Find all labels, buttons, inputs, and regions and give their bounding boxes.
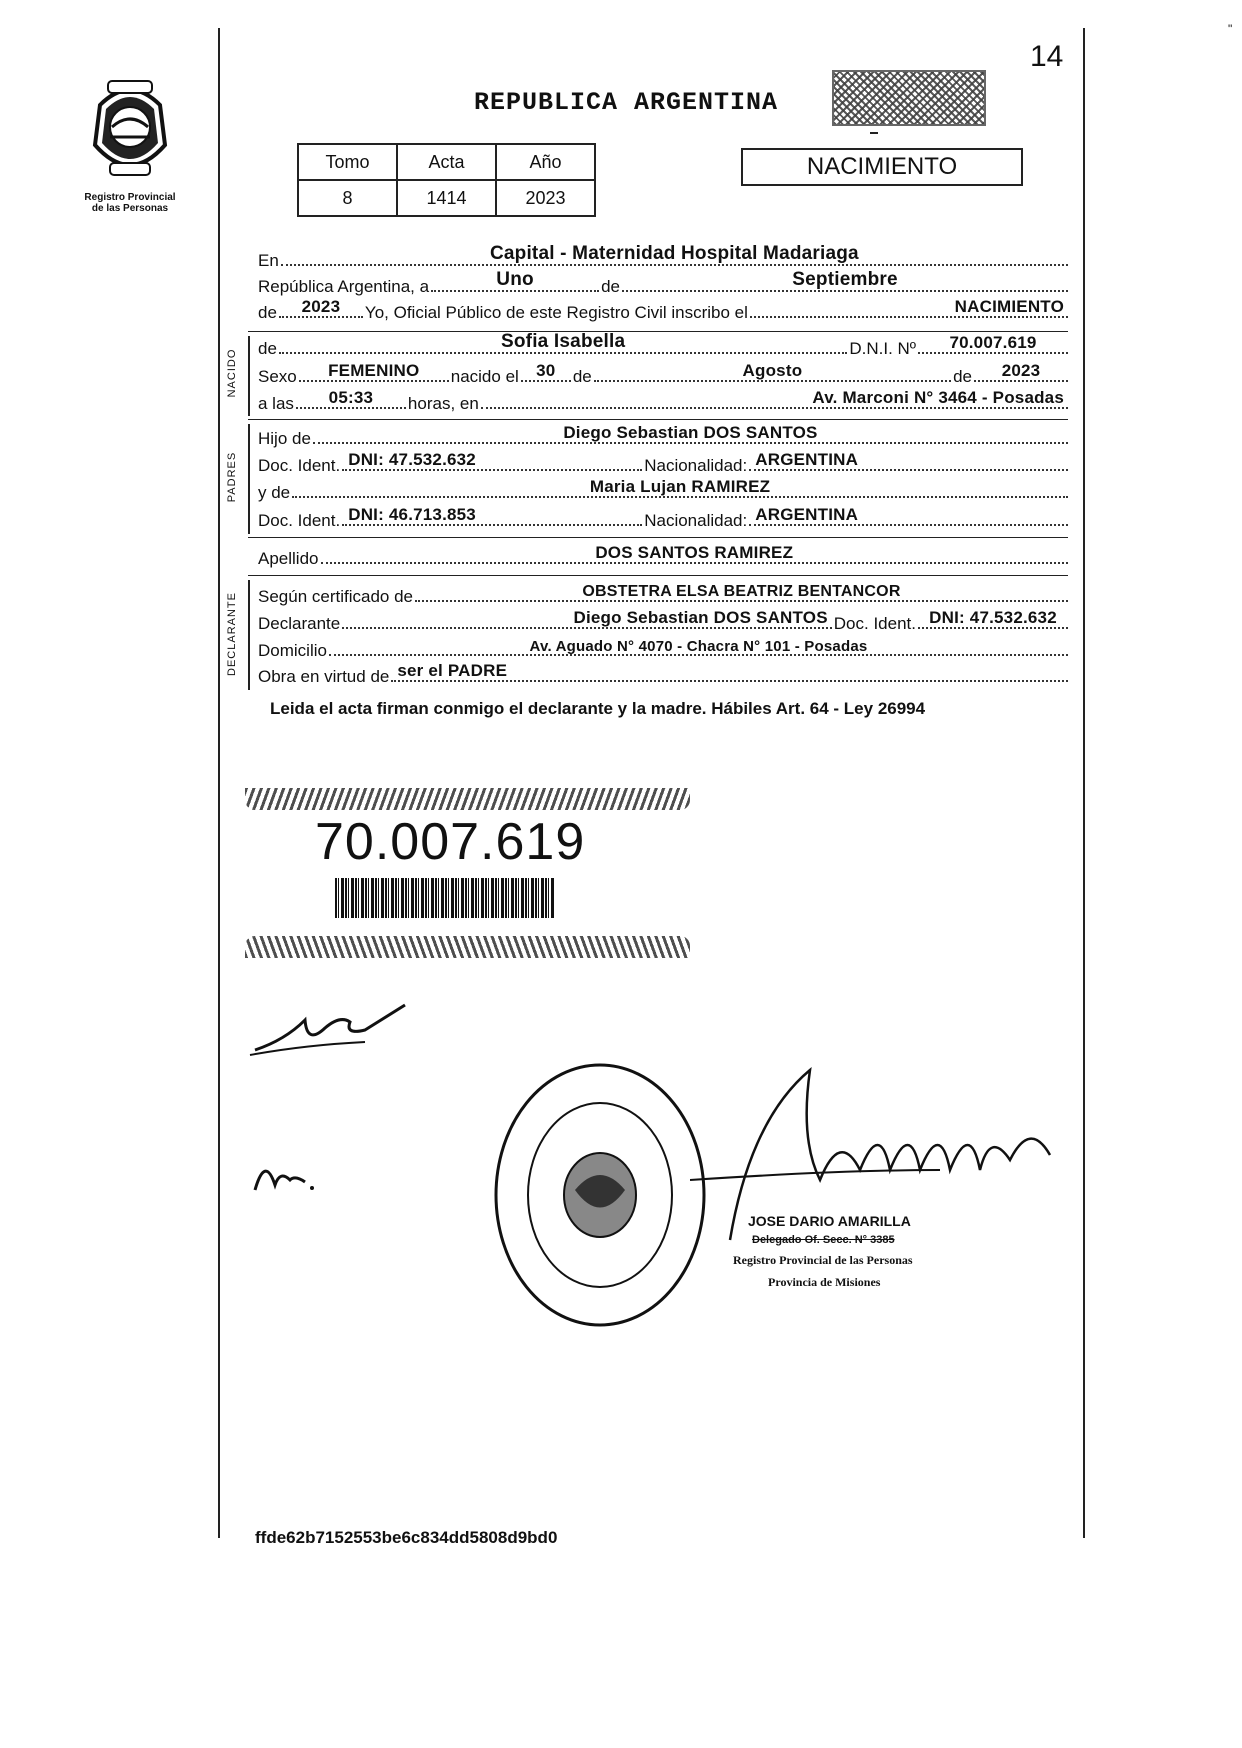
declarante-label: Declarante (258, 614, 341, 633)
row-officer (258, 298, 1070, 324)
officer-text: Yo, Oficial Público de este Registro Civil inscribo el (364, 303, 748, 322)
birth-year-value: 2023 (1001, 361, 1041, 380)
left-margin-line (218, 28, 220, 1538)
y-de-label: y de (258, 483, 291, 502)
col-header-tomo: Tomo (298, 144, 397, 180)
horas-label: horas, en (407, 394, 479, 413)
closing-statement: Leida el acta firman conmigo el declarante y la madre. Hábiles Art. 64 - Ley 26994 (270, 699, 926, 718)
republica-label: República Argentina, a (258, 277, 430, 296)
father-doc-label: Doc. Ident. (258, 456, 341, 475)
official-stamp-icon (490, 1060, 710, 1330)
registry-table (297, 143, 596, 217)
mother-nat-label: Nacionalidad: (644, 511, 748, 530)
mother-doc-value: DNI: 46.713.853 (348, 505, 476, 524)
cert-value: OBSTETRA ELSA BEATRIZ BENTANCOR (582, 583, 901, 600)
child-name-value: Sofia Isabella (501, 331, 626, 352)
domicilio-value: Av. Aguado N° 4070 - Chacra N° 101 - Posadas (529, 638, 868, 655)
declarante-bracket (248, 580, 250, 690)
barcode-icon (335, 878, 555, 918)
official-office: Registro Provincial de las Personas (733, 1253, 913, 1267)
birth-place-value: Av. Marconi N° 3464 - Posadas (812, 388, 1064, 407)
row-domicilio (258, 636, 1070, 662)
page-title: REPUBLICA ARGENTINA (474, 88, 779, 117)
row-obra (258, 662, 1070, 688)
official-role: Delegado Of. Secc. N° 3385 (752, 1234, 895, 1246)
obra-value: ser el PADRE (397, 661, 508, 680)
father-doc-value: DNI: 47.532.632 (348, 450, 476, 469)
time-value: 05:33 (328, 388, 374, 407)
day-word-value: Uno (496, 269, 534, 290)
registry-logo (70, 75, 190, 214)
father-nat-label: Nacionalidad: (644, 456, 748, 475)
sticker-top-pattern (245, 788, 690, 810)
sticker-number: 70.007.619 (315, 813, 586, 871)
de-label-1: de (601, 277, 620, 296)
row-father-doc (258, 451, 1070, 477)
nacido-bracket (248, 336, 250, 416)
domicilio-label: Domicilio (258, 641, 327, 660)
row-mother (258, 478, 1070, 504)
father-name-value: Diego Sebastian DOS SANTOS (563, 423, 818, 442)
apellido-value: DOS SANTOS RAMIREZ (595, 543, 794, 562)
type-mark (870, 132, 878, 134)
nacido-de-label-3: de (953, 367, 972, 386)
declarante-doc-label: Doc. Ident. (833, 614, 916, 633)
acta-value: 1414 (397, 180, 496, 216)
col-header-acta: Acta (397, 144, 496, 180)
nacido-el-label: nacido el (450, 367, 519, 386)
en-label: En (258, 251, 279, 270)
row-nacido-sex (258, 362, 1070, 388)
birth-month-value: Agosto (742, 361, 803, 380)
row-nacido-name (258, 331, 1070, 360)
nacido-de-label-2: de (572, 367, 592, 386)
sexo-value: FEMENINO (328, 361, 420, 380)
row-cert (258, 582, 1070, 608)
mother-nat-value: ARGENTINA (755, 505, 859, 524)
nacido-de-label: de (258, 339, 277, 358)
declarant-signature-icon (245, 1000, 415, 1060)
apellido-label: Apellido (258, 549, 319, 568)
right-margin-line (1083, 28, 1085, 1538)
obra-label: Obra en virtud de (258, 667, 390, 686)
official-name: JOSE DARIO AMARILLA (748, 1213, 911, 1229)
row-apellido (258, 544, 1070, 570)
tomo-value: 8 (298, 180, 397, 216)
year-value: 2023 (301, 297, 341, 316)
father-nat-value: ARGENTINA (755, 450, 859, 469)
security-hologram (832, 70, 986, 126)
divider-padres-top (248, 419, 1068, 420)
mother-signature-icon (250, 1150, 320, 1200)
divider-declarante-top (248, 575, 1068, 576)
document-hash: ffde62b7152553be6c834dd5808d9bd0 (255, 1528, 558, 1547)
row-mother-doc (258, 506, 1070, 532)
hijo-de-label: Hijo de (258, 429, 311, 448)
birth-day-value: 30 (536, 361, 556, 380)
declarante-name-value: Diego Sebastian DOS SANTOS (573, 608, 828, 627)
sticker-bottom-pattern (245, 936, 690, 958)
nacido-section-label: NACIDO (226, 348, 238, 398)
padres-bracket (248, 424, 250, 534)
col-header-anio: Año (496, 144, 595, 180)
sexo-label: Sexo (258, 367, 297, 386)
de-label-2: de (258, 303, 277, 322)
row-nacido-time (258, 389, 1070, 415)
row-declarante (258, 609, 1070, 635)
act-type-value: NACIMIENTO (954, 297, 1064, 316)
corner-mark: " (1228, 22, 1233, 36)
dni-sticker (245, 778, 690, 964)
logo-line-2: de las Personas (91, 203, 169, 214)
padres-section-label: PADRES (226, 451, 238, 503)
page-number: 14 (1030, 40, 1064, 73)
row-date (258, 269, 1070, 298)
place-value: Capital - Maternidad Hospital Madariaga (489, 243, 859, 264)
month-value: Septiembre (792, 269, 898, 290)
official-province: Provincia de Misiones (768, 1275, 881, 1289)
province-seal-icon (80, 75, 180, 185)
mother-doc-label: Doc. Ident. (258, 511, 341, 530)
mother-name-value: Maria Lujan RAMIREZ (589, 477, 771, 496)
divider-apellido-top (248, 537, 1068, 538)
child-dni-value: 70.007.619 (949, 333, 1037, 352)
act-type-box: NACIMIENTO (741, 148, 1023, 186)
alas-label: a las (258, 394, 294, 413)
logo-line-1: Registro Provincial (84, 192, 176, 203)
anio-value: 2023 (496, 180, 595, 216)
declarante-section-label: DECLARANTE (226, 592, 238, 676)
row-father (258, 424, 1070, 450)
dni-label: D.N.I. Nº (849, 339, 916, 358)
cert-label: Según certificado de (258, 587, 413, 606)
declarante-doc-value: DNI: 47.532.632 (929, 608, 1057, 627)
